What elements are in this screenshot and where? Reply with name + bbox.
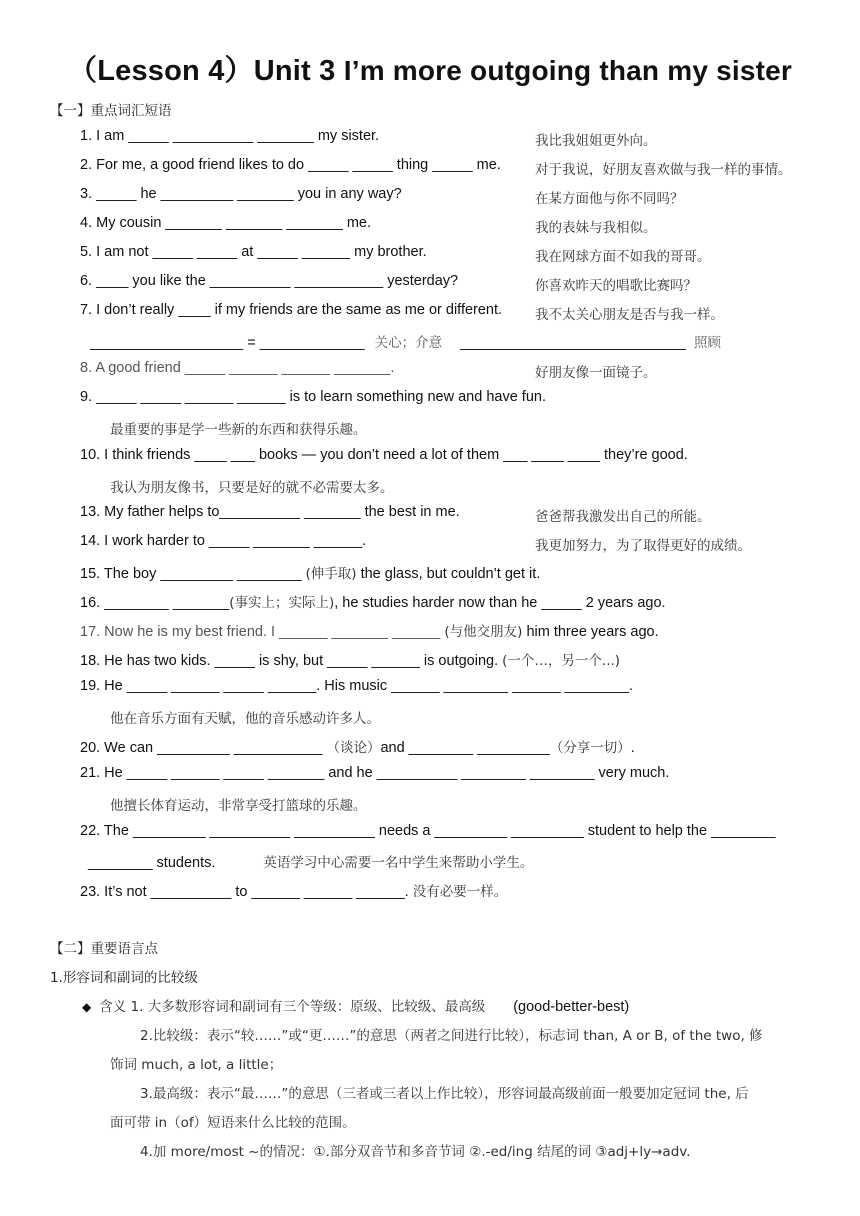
item-2-cn: 对于我说，好朋友喜欢做与我一样的事情。	[535, 162, 792, 178]
item-7-en: 7. I don’t really ____ if my friends are the same as me or different.	[80, 302, 503, 318]
item-23	[80, 880, 507, 900]
item-6-cn: 你喜欢昨天的唱歌比赛吗？	[535, 278, 697, 294]
item-15-post: the glass, but couldn’t get it.	[356, 566, 541, 582]
item-13-en: 13. My father helps to__________ _______ the best in me.	[80, 504, 460, 520]
item-5-cn: 我在网球方面不如我的哥哥。	[535, 249, 711, 265]
item-4-en: 4. My cousin _______ _______ _______ me.	[80, 215, 372, 231]
item-16-cn: (事实上；实际上)	[229, 595, 335, 611]
def-1-cn: 含义 1. 大多数形容词和副词有三个等级：原级、比较级、最高级	[99, 999, 486, 1015]
item-22-en: 22. The _________ __________ __________ needs a _________ _________ student to help the ________	[80, 823, 776, 839]
item-15-pre: 15. The boy _________ ________	[80, 566, 306, 582]
section1-heading: 【一】重点词汇短语	[50, 103, 172, 119]
title-unit: I’m more outgoing than my sister	[343, 55, 792, 86]
item-14-en: 14. I work harder to _____ _______ ______.	[80, 533, 367, 549]
item-9-en: 9. _____ _____ ______ ______ is to learn something new and have fun.	[80, 389, 546, 405]
item-4-cn: 我的表妹与我相似。	[535, 220, 657, 236]
def-1	[82, 995, 629, 1015]
item-8-cn: 好朋友像一面镜子。	[535, 365, 657, 381]
item-7b-blank2: ____________________________	[460, 335, 686, 351]
item-18-pre: 18. He has two kids. _____ is shy, but _____ ______ is outgoing.	[80, 653, 503, 669]
item-22-cn: 英语学习中心需要一名中学生来帮助小学生。	[263, 855, 534, 871]
item-9-cn: 最重要的事是学一些新的东西和获得乐趣。	[110, 422, 367, 438]
def-3-line1: 3.最高级：表示“最……”的意思（三者或三者以上作比较），形容词最高级前面一般要加定冠词 the, 后	[140, 1086, 749, 1102]
item-19-cn: 他在音乐方面有天赋，他的音乐感动许多人。	[110, 711, 380, 727]
item-15-cn: (伸手取)	[305, 566, 357, 582]
diamond-bullet-icon: ◆	[82, 1000, 92, 1014]
section2-heading: 【二】重要语言点	[50, 941, 158, 957]
item-7b-line	[90, 331, 721, 351]
item-23-cn: 没有必要一样。	[412, 884, 508, 900]
item-16-pre: 16. ________ _______	[80, 595, 230, 611]
item-3-cn: 在某方面他与你不同吗？	[535, 191, 684, 207]
item-1-en: 1. I am _____ __________ _______ my sister.	[80, 128, 380, 144]
item-20-mid: and ________ _________	[380, 740, 550, 756]
item-14-cn: 我更加努力，为了取得更好的成绩。	[535, 538, 751, 554]
item-8-en: 8. A good friend _____ ______ ______ _______.	[80, 360, 395, 376]
item-2-en: 2. For me, a good friend likes to do _____ _____ thing _____ me.	[80, 157, 501, 173]
item-7-cn: 我不太关心朋友是否与我一样。	[535, 307, 724, 323]
item-15	[80, 562, 540, 582]
item-21-cn: 他擅长体育运动，非常享受打篮球的乐趣。	[110, 798, 367, 814]
item-17-pre: 17. Now he is my best friend. I ______ _______ ______	[80, 624, 445, 640]
item-23-en: 23. It’s not __________ to ______ ______ ______.	[80, 884, 413, 900]
item-22-en2: ________ students.	[88, 855, 216, 871]
item-1-cn: 我比我姐姐更外向。	[535, 133, 657, 149]
def-1-en: (good-better-best)	[513, 999, 630, 1015]
item-6-en: 6. ____ you like the __________ ___________ yesterday?	[80, 273, 459, 289]
item-22-line2	[88, 851, 533, 871]
item-16-post: , he studies harder now than he _____ 2 years ago.	[334, 595, 666, 611]
point-1-heading: 1.形容词和副词的比较级	[50, 970, 198, 986]
item-20-cn1: （谈论）	[326, 740, 381, 756]
item-17-cn: (与他交朋友)	[444, 624, 523, 640]
item-13-cn: 爸爸帮我激发出自己的所能。	[535, 509, 711, 525]
item-21-en: 21. He _____ ______ _____ _______ and he __________ ________ ________ very much.	[80, 765, 670, 781]
item-7b-lookafter: 照顾	[694, 335, 721, 351]
item-18	[80, 649, 620, 669]
def-2-line1: 2.比较级：表示“较……”或“更……”的意思（两者之间进行比较），标志词 than, A or B, of the two, 修	[140, 1028, 763, 1044]
item-5-en: 5. I am not _____ _____ at _____ ______ my brother.	[80, 244, 427, 260]
def-4: 4.加 more/most ~的情况：①.部分双音节和多音节词 ②.-ed/ing 结尾的词 ③adj+ly→adv.	[140, 1144, 691, 1160]
def-3-line2: 面可带 in（of）短语来什么比较的范围。	[110, 1115, 356, 1131]
item-7b-care: 关心；介意	[374, 335, 443, 351]
item-20	[80, 736, 635, 756]
item-20-post: .	[630, 740, 635, 756]
item-18-cn: (一个…，另一个...)	[502, 653, 621, 669]
item-3-en: 3. _____ he _________ _______ you in any way?	[80, 186, 402, 202]
item-10-cn: 我认为朋友像书，只要是好的就不必需要太多。	[110, 480, 394, 496]
item-19-en: 19. He _____ ______ _____ ______. His music ______ ________ ______ ________.	[80, 678, 634, 694]
item-17-post: him three years ago.	[522, 624, 659, 640]
item-7b-blank: ___________________ = _____________	[90, 335, 365, 351]
page-title	[0, 48, 860, 89]
item-20-pre: 20. We can _________ ___________	[80, 740, 327, 756]
item-10-en: 10. I think friends ____ ___ books — you don’t need a lot of them ___ ____ ____ they’re good.	[80, 447, 688, 463]
item-16	[80, 591, 666, 611]
item-17	[80, 620, 659, 640]
def-2-line2: 饰词 much, a lot, a little；	[110, 1057, 283, 1073]
item-20-cn2: （分享一切）	[549, 740, 631, 756]
title-lesson: （Lesson 4）Unit 3	[68, 55, 344, 87]
